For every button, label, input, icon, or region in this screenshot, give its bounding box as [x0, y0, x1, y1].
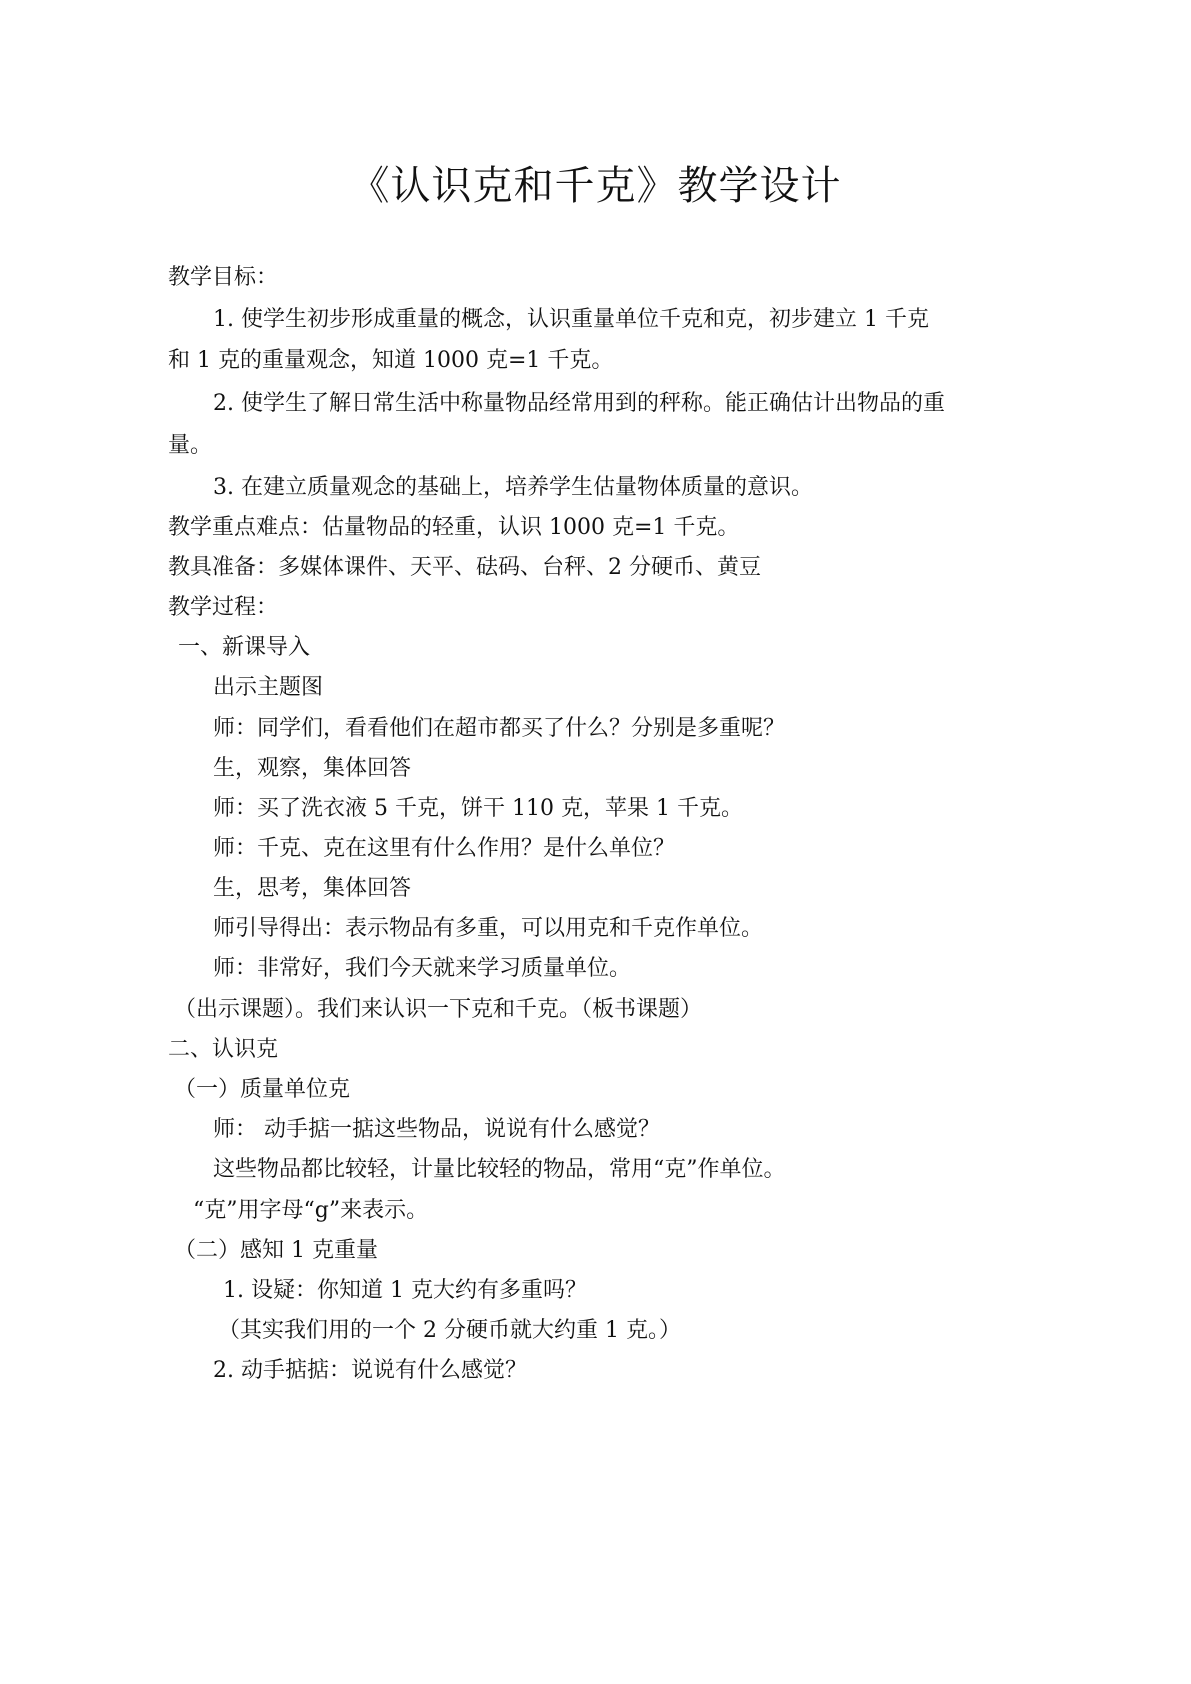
- subsection-heading-sense: （二）感知 1 克重量: [174, 1238, 378, 1263]
- section-heading-gram: 二、认识克: [168, 1037, 279, 1062]
- objective-2-continued: 量。: [168, 433, 213, 458]
- process-line: 师：千克、克在这里有什么作用？是什么单位？: [213, 836, 676, 861]
- process-line: 2. 动手掂掂：说说有什么感觉？: [213, 1358, 527, 1383]
- teaching-aids: 教具准备：多媒体课件、天平、砝码、台秤、2 分硬币、黄豆: [168, 555, 761, 580]
- process-line: 出示主题图: [213, 675, 324, 700]
- objective-2: 2. 使学生了解日常生活中称量物品经常用到的秤称。能正确估计出物品的重: [213, 391, 945, 416]
- process-line: 师：非常好，我们今天就来学习质量单位。: [213, 956, 632, 981]
- process-line: 这些物品都比较轻，计量比较轻的物品，常用“克”作单位。: [213, 1157, 786, 1182]
- objective-1-continued: 和 1 克的重量观念，知道 1000 克=1 千克。: [168, 348, 614, 373]
- process-line: 生，观察，集体回答: [213, 756, 412, 781]
- process-line: 师：同学们，看看他们在超市都买了什么？分别是多重呢？: [213, 716, 786, 741]
- process-line: （其实我们用的一个 2 分硬币就大约重 1 克。）: [218, 1318, 681, 1343]
- process-line: 1. 设疑：你知道 1 克大约有多重吗？: [223, 1278, 587, 1303]
- process-line: （出示课题）。我们来认识一下克和千克。（板书课题）: [174, 997, 703, 1022]
- subsection-heading-unit: （一）质量单位克: [174, 1077, 351, 1102]
- objective-3: 3. 在建立质量观念的基础上，培养学生估量物体质量的意识。: [213, 475, 813, 500]
- document-title: 《认识克和千克》教学设计: [349, 163, 842, 209]
- process-line: 师：买了洗衣液 5 千克，饼干 110 克，苹果 1 千克。: [213, 796, 743, 821]
- section-heading-process: 教学过程：: [168, 595, 279, 620]
- process-line: 师引导得出：表示物品有多重，可以用克和千克作单位。: [213, 916, 764, 941]
- process-line: 师： 动手掂一掂这些物品，说说有什么感觉？: [213, 1117, 660, 1142]
- objective-1: 1. 使学生初步形成重量的概念，认识重量单位千克和克，初步建立 1 千克: [213, 307, 929, 332]
- section-heading-intro: 一、新课导入: [178, 635, 311, 660]
- process-line: “克”用字母“g”来表示。: [193, 1198, 429, 1223]
- section-heading-objectives: 教学目标：: [168, 265, 279, 290]
- key-points: 教学重点难点：估量物品的轻重，认识 1000 克=1 千克。: [168, 515, 740, 540]
- process-line: 生，思考，集体回答: [213, 876, 412, 901]
